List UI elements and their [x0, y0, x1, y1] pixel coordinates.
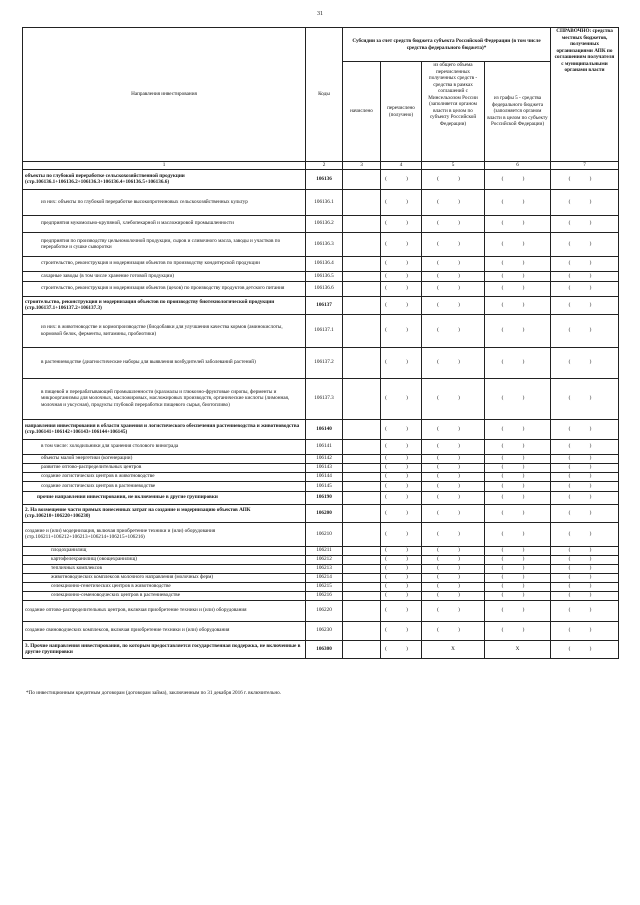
row-name: направления инвестирования в области хранения и логистического обеспечения растениеводства и животноводства (стр.106141+106142+106143+106144+106145): [23, 419, 306, 439]
cell-parentheses: ( ): [422, 232, 485, 256]
cell-parentheses: ( ): [381, 463, 422, 472]
row-name: строительство, реконструкция и модернизация объектов (цехов) по производству продуктов детского питания: [23, 281, 306, 296]
cell-parentheses: ( ): [422, 504, 485, 522]
cell-parentheses: ( ): [422, 491, 485, 504]
cell-accrued: [343, 555, 381, 564]
header-subsidies: Субсидии за счет средств бюджета субъекта Российской Федерации (в том числе средства федерального бюджета)*: [343, 28, 551, 62]
cell-parentheses: ( ): [381, 256, 422, 271]
cell-parentheses: ( ): [485, 189, 551, 215]
row-code: 106136.5: [306, 271, 343, 281]
table-row: [23, 347, 619, 378]
table-row: [23, 504, 619, 522]
cell-parentheses: ( ): [485, 347, 551, 378]
cell-parentheses: ( ): [422, 281, 485, 296]
column-number: 6: [485, 162, 551, 170]
cell-accrued: [343, 189, 381, 215]
table-row: [23, 378, 619, 419]
cell-parentheses: ( ): [485, 454, 551, 463]
row-code: 106136.2: [306, 215, 343, 232]
cell-parentheses: ( ): [422, 296, 485, 314]
cell-parentheses: ( ): [381, 472, 422, 481]
row-name: в пищевой и перерабатывающей промышленности (крахмалы и глюкозно-фруктовые сиропы, ферменты и микроорганизмы для молочных, масложировых, масложировых производств, органические кислоты (лимонная, молочная и уксусная), продукты глубокой переработки пищевого сырья, биотопливо): [23, 378, 306, 419]
footnote: *По инвестиционным кредитным договорам (договорам займа), заключенным по 31 декабря 2016 г. включительно.: [26, 690, 281, 696]
cell-accrued: [343, 640, 381, 658]
cell-parentheses: ( ): [485, 472, 551, 481]
cell-parentheses: ( ): [485, 481, 551, 491]
cell-parentheses: ( ): [422, 555, 485, 564]
cell-parentheses: ( ): [381, 481, 422, 491]
row-code: 106216: [306, 591, 343, 600]
cell-accrued: [343, 582, 381, 591]
cell-parentheses: ( ): [422, 378, 485, 419]
cell-parentheses: ( ): [551, 463, 619, 472]
table-row: [23, 296, 619, 314]
row-code: 106141: [306, 439, 343, 454]
column-number: 7: [551, 162, 619, 170]
cell-parentheses: ( ): [422, 463, 485, 472]
table-row: [23, 419, 619, 439]
cell-parentheses: ( ): [485, 215, 551, 232]
row-code: 106136.1: [306, 189, 343, 215]
table-row: [23, 439, 619, 454]
cell-accrued: [343, 232, 381, 256]
cell-accrued: [343, 419, 381, 439]
page-number: 31: [317, 11, 323, 17]
cell-parentheses: ( ): [551, 189, 619, 215]
column-number: 4: [381, 162, 422, 170]
row-name: объекты малой энергетики (когенерации): [23, 454, 306, 463]
cell-parentheses: ( ): [551, 281, 619, 296]
cell-parentheses: ( ): [551, 555, 619, 564]
cell-parentheses: ( ): [381, 232, 422, 256]
row-name: строительство, реконструкция и модернизация объектов по производству биотехнологической продукции (стр.106137.1+106137.2+106137.3): [23, 296, 306, 314]
row-code: 106200: [306, 504, 343, 522]
row-code: 106136.3: [306, 232, 343, 256]
column-number: 5: [422, 162, 485, 170]
table-row: [23, 281, 619, 296]
cell-accrued: [343, 256, 381, 271]
cell-accrued: [343, 522, 381, 546]
table-row: [23, 454, 619, 463]
cell-parentheses: ( ): [485, 378, 551, 419]
row-name: сахарные заводы (в том числе хранение готовой продукции): [23, 271, 306, 281]
cell-parentheses: ( ): [381, 504, 422, 522]
cell-parentheses: ( ): [485, 546, 551, 555]
header-accrued: начислено: [343, 62, 381, 162]
row-name: 3. Прочие направления инвестирования, по которым предоставляется государственная поддержка, не включенные в другие группировки: [23, 640, 306, 658]
row-name: картофелехранилищ (овощехранилищ): [23, 555, 306, 564]
table-row: [23, 472, 619, 481]
row-code: 106210: [306, 522, 343, 546]
row-code: 106230: [306, 621, 343, 640]
column-number-row: [23, 162, 619, 170]
cell-parentheses: ( ): [422, 347, 485, 378]
cell-parentheses: ( ): [551, 600, 619, 621]
cell-parentheses: ( ): [381, 281, 422, 296]
row-code: 106220: [306, 600, 343, 621]
cell-parentheses: ( ): [381, 555, 422, 564]
cell-parentheses: ( ): [381, 454, 422, 463]
cell-parentheses: ( ): [551, 573, 619, 582]
header-direction: Направления инвестирования: [23, 28, 306, 162]
cell-parentheses: ( ): [422, 564, 485, 573]
cell-accrued: [343, 591, 381, 600]
header-transferred: перечислено (получено): [381, 62, 422, 162]
row-name: плодохранилищ: [23, 546, 306, 555]
cell-parentheses: ( ): [381, 314, 422, 347]
row-name: создание оптово-распределительных центров, включая приобретение техники и (или) оборудования: [23, 600, 306, 621]
cell-parentheses: ( ): [381, 591, 422, 600]
cell-parentheses: ( ): [422, 573, 485, 582]
table-row: [23, 522, 619, 546]
cell-parentheses: ( ): [422, 522, 485, 546]
cell-parentheses: ( ): [551, 640, 619, 658]
table-row: [23, 481, 619, 491]
cell-parentheses: ( ): [381, 640, 422, 658]
table-row: [23, 232, 619, 256]
cell-accrued: [343, 281, 381, 296]
header-reference: СПРАВОЧНО: средства местных бюджетов, полученных организациями АПК по соглашениям получателя с муниципальными органами власти: [551, 28, 619, 162]
header-federal-from-col5: из графы 5 - средства федерального бюджета (заполняется органом власти в целом по субъекту Российской Федерации): [485, 62, 551, 162]
row-code: 106137.3: [306, 378, 343, 419]
row-code: 106215: [306, 582, 343, 591]
table-row: [23, 564, 619, 573]
cell-parentheses: ( ): [381, 189, 422, 215]
row-code: 106137.1: [306, 314, 343, 347]
cell-accrued: [343, 546, 381, 555]
cell-parentheses: ( ): [422, 314, 485, 347]
cell-parentheses: ( ): [551, 621, 619, 640]
cell-parentheses: ( ): [485, 564, 551, 573]
cell-parentheses: ( ): [551, 256, 619, 271]
cell-parentheses: ( ): [422, 600, 485, 621]
cell-parentheses: ( ): [485, 463, 551, 472]
row-code: 106137.2: [306, 347, 343, 378]
cell-parentheses: ( ): [485, 504, 551, 522]
cell-parentheses: ( ): [381, 439, 422, 454]
table-row: [23, 314, 619, 347]
cell-accrued: [343, 481, 381, 491]
table-row: [23, 582, 619, 591]
cell-parentheses: ( ): [485, 522, 551, 546]
row-code: 106300: [306, 640, 343, 658]
table-row: [23, 591, 619, 600]
cell-parentheses: ( ): [381, 419, 422, 439]
cell-parentheses: ( ): [551, 271, 619, 281]
cell-parentheses: ( ): [381, 621, 422, 640]
cell-parentheses: ( ): [381, 491, 422, 504]
cell-parentheses: ( ): [551, 582, 619, 591]
cell-parentheses: ( ): [551, 215, 619, 232]
row-code: 106136: [306, 169, 343, 189]
cell-parentheses: ( ): [485, 419, 551, 439]
cell-parentheses: ( ): [551, 522, 619, 546]
cell-parentheses: ( ): [422, 582, 485, 591]
header-codes: Коды: [306, 28, 343, 162]
row-name: создание свиноводческих комплексов, включая приобретение техники и (или) оборудования: [23, 621, 306, 640]
table-row: [23, 555, 619, 564]
row-name: селекционно-генетических центров в животноводстве: [23, 582, 306, 591]
table-row: [23, 189, 619, 215]
cell-parentheses: ( ): [381, 296, 422, 314]
cell-parentheses: ( ): [485, 555, 551, 564]
cell-parentheses: ( ): [381, 600, 422, 621]
table-row: [23, 463, 619, 472]
cell-accrued: [343, 378, 381, 419]
cell-parentheses: ( ): [551, 232, 619, 256]
cell-parentheses: ( ): [485, 314, 551, 347]
row-name: создание логистических центров в животноводстве: [23, 472, 306, 481]
row-name: создание и (или) модернизация, включая приобретение техники и (или) оборудования (стр.106211+106212+106213+106214+106215+106216): [23, 522, 306, 546]
cell-parentheses: ( ): [551, 491, 619, 504]
column-number: 2: [306, 162, 343, 170]
cell-parentheses: ( ): [381, 564, 422, 573]
cell-parentheses: ( ): [381, 169, 422, 189]
cell-parentheses: ( ): [422, 439, 485, 454]
table-row: [23, 491, 619, 504]
row-code: 106144: [306, 472, 343, 481]
cell-parentheses: ( ): [551, 591, 619, 600]
row-code: 106211: [306, 546, 343, 555]
cell-parentheses: ( ): [422, 454, 485, 463]
cell-parentheses: ( ): [551, 169, 619, 189]
cell-parentheses: ( ): [485, 256, 551, 271]
cell-parentheses: ( ): [551, 378, 619, 419]
cell-parentheses: ( ): [551, 314, 619, 347]
cell-parentheses: ( ): [551, 564, 619, 573]
table-row: [23, 169, 619, 189]
row-code: 106143: [306, 463, 343, 472]
cell-accrued: [343, 439, 381, 454]
cell-parentheses: ( ): [485, 281, 551, 296]
cell-parentheses: ( ): [381, 582, 422, 591]
cell-parentheses: ( ): [551, 454, 619, 463]
row-name: селекционно-семеноводческих центров в растениеводстве: [23, 591, 306, 600]
cell-parentheses: ( ): [551, 472, 619, 481]
row-code: 106213: [306, 564, 343, 573]
cell-parentheses: ( ): [485, 621, 551, 640]
row-name: в том числе: холодильники для хранения столового винограда: [23, 439, 306, 454]
row-code: 106145: [306, 481, 343, 491]
cell-parentheses: ( ): [381, 573, 422, 582]
cell-parentheses: ( ): [422, 546, 485, 555]
cell-parentheses: ( ): [551, 481, 619, 491]
row-code: 106212: [306, 555, 343, 564]
column-number: 3: [343, 162, 381, 170]
cell-accrued: [343, 573, 381, 582]
cell-parentheses: ( ): [422, 591, 485, 600]
cell-x-mark: Х: [422, 640, 485, 658]
cell-parentheses: ( ): [551, 347, 619, 378]
cell-parentheses: ( ): [485, 439, 551, 454]
cell-parentheses: ( ): [551, 439, 619, 454]
cell-accrued: [343, 491, 381, 504]
cell-parentheses: ( ): [551, 546, 619, 555]
cell-parentheses: ( ): [485, 582, 551, 591]
row-name: из них: в животноводстве и кормопроизводстве (биодобавки для улучшения качества кормов (аминокислоты, кормовой белок, ферменты, витамины, пробиотики): [23, 314, 306, 347]
cell-parentheses: ( ): [485, 169, 551, 189]
cell-accrued: [343, 504, 381, 522]
cell-accrued: [343, 454, 381, 463]
cell-parentheses: ( ): [485, 591, 551, 600]
row-name: предприятия мукомольно-крупяной, хлебопекарной и масложировой промышленности: [23, 215, 306, 232]
cell-parentheses: ( ): [422, 271, 485, 281]
cell-accrued: [343, 215, 381, 232]
cell-parentheses: ( ): [485, 600, 551, 621]
investment-table: [22, 27, 619, 659]
table-row: [23, 573, 619, 582]
cell-accrued: [343, 271, 381, 281]
cell-parentheses: ( ): [485, 232, 551, 256]
row-code: 106136.4: [306, 256, 343, 271]
column-number: 1: [23, 162, 306, 170]
cell-x-mark: Х: [485, 640, 551, 658]
table-row: [23, 546, 619, 555]
cell-parentheses: ( ): [551, 419, 619, 439]
row-name: прочие направления инвестирования, не включенные в другие группировки: [23, 491, 306, 504]
table-row: [23, 600, 619, 621]
cell-parentheses: ( ): [381, 522, 422, 546]
header-federal-part: из общего объема перечисленных полученных средств - средства в рамках соглашений с Минсельхозом России (заполняется органом власти в целом по субъекту Российской Федерации): [422, 62, 485, 162]
row-code: 106214: [306, 573, 343, 582]
row-name: тепличных комплексов: [23, 564, 306, 573]
cell-parentheses: ( ): [381, 378, 422, 419]
cell-parentheses: ( ): [551, 504, 619, 522]
cell-parentheses: ( ): [485, 573, 551, 582]
cell-parentheses: ( ): [422, 189, 485, 215]
cell-parentheses: ( ): [381, 215, 422, 232]
cell-accrued: [343, 463, 381, 472]
cell-parentheses: ( ): [422, 481, 485, 491]
cell-accrued: [343, 169, 381, 189]
cell-parentheses: ( ): [422, 621, 485, 640]
row-name: в растениеводстве (диагностические наборы для выявления возбудителей заболеваний растений): [23, 347, 306, 378]
row-name: строительство, реконструкция и модернизация объектов по производству кондитерской продукции: [23, 256, 306, 271]
cell-parentheses: ( ): [422, 256, 485, 271]
cell-accrued: [343, 621, 381, 640]
row-code: 106140: [306, 419, 343, 439]
row-name: развитие оптово-распределительных центров: [23, 463, 306, 472]
cell-parentheses: ( ): [422, 169, 485, 189]
cell-parentheses: ( ): [381, 546, 422, 555]
cell-parentheses: ( ): [422, 472, 485, 481]
cell-parentheses: ( ): [381, 347, 422, 378]
row-code: 106190: [306, 491, 343, 504]
cell-parentheses: ( ): [422, 215, 485, 232]
cell-parentheses: ( ): [485, 491, 551, 504]
cell-parentheses: ( ): [551, 296, 619, 314]
row-code: 106136.6: [306, 281, 343, 296]
cell-parentheses: ( ): [422, 419, 485, 439]
row-name: 2. На возмещение части прямых понесенных затрат на создание и модернизацию объектов АПК (стр.106210+106220+106230): [23, 504, 306, 522]
cell-parentheses: ( ): [381, 271, 422, 281]
cell-accrued: [343, 314, 381, 347]
row-name: предприятия по производству цельномолочной продукции, сыров и сливочного масла, заводы и участков по переработке и сушке сыворотки: [23, 232, 306, 256]
table-row: [23, 271, 619, 281]
table-row: [23, 256, 619, 271]
row-name: создание логистических центров в растениеводстве: [23, 481, 306, 491]
cell-parentheses: ( ): [485, 296, 551, 314]
table-row: [23, 215, 619, 232]
cell-accrued: [343, 296, 381, 314]
row-name: животноводческих комплексов молочного направления (молочных ферм): [23, 573, 306, 582]
row-name: из них: объекты по глубокой переработке высокопротеиновых сельскохозяйственных культур: [23, 189, 306, 215]
table-row: [23, 621, 619, 640]
cell-accrued: [343, 564, 381, 573]
row-code: 106137: [306, 296, 343, 314]
cell-accrued: [343, 472, 381, 481]
cell-accrued: [343, 600, 381, 621]
table-row: [23, 640, 619, 658]
cell-parentheses: ( ): [485, 271, 551, 281]
row-code: 106142: [306, 454, 343, 463]
row-name: объекты по глубокой переработке сельскохозяйственной продукции (стр.106136.1+106136.2+106136.3+106136.4+106136.5+106136.6): [23, 169, 306, 189]
cell-accrued: [343, 347, 381, 378]
